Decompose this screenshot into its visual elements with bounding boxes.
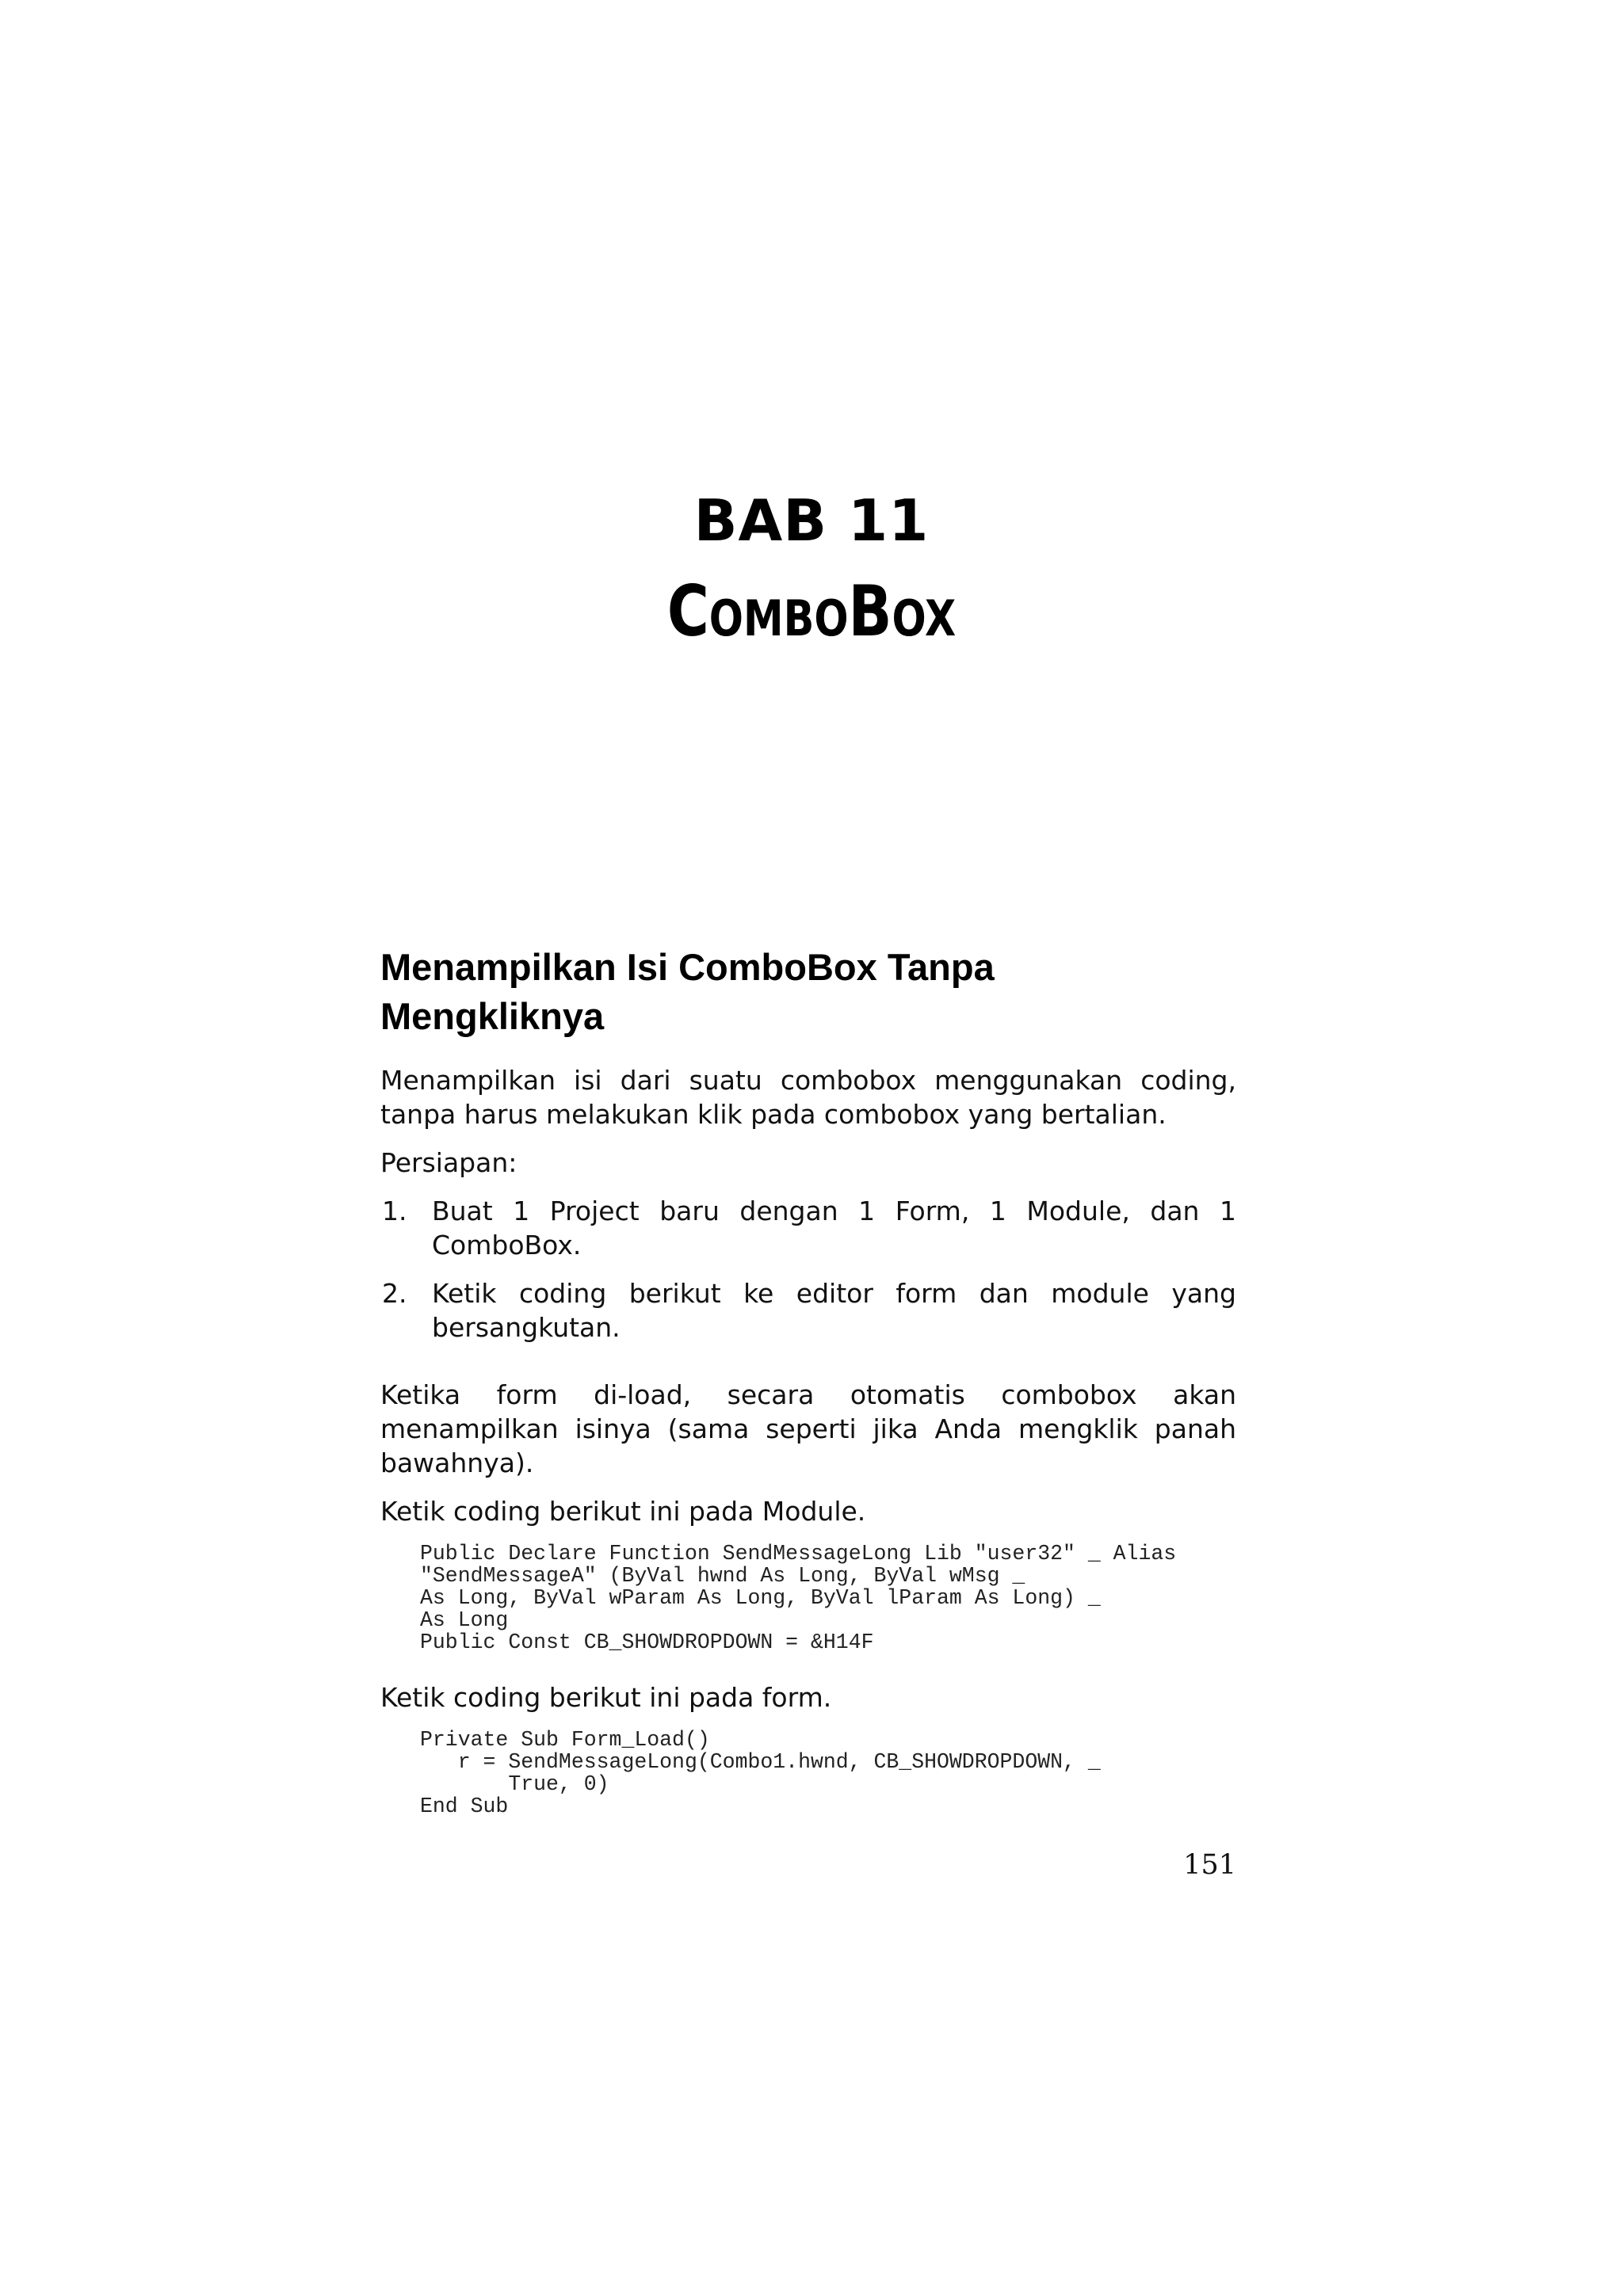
section-heading-line-1: Menampilkan Isi ComboBox Tanpa <box>380 946 995 988</box>
form-instruction: Ketik coding berikut ini pada form. <box>380 1682 832 1713</box>
preparation-label: Persiapan: <box>380 1147 517 1178</box>
module-code-block: Public Declare Function SendMessageLong Lib "user32" _ Alias "SendMessageA" (ByVal hwnd As Long, ByVal wMsg _ As Long, ByVal wParam As Long, ByVal lParam As Long) _ As Long Public Const CB_SHOWDROPDOWN = &H14F <box>420 1542 1177 1654</box>
section-content <box>380 943 1236 1844</box>
page-number: 151 <box>1183 1849 1236 1881</box>
list-item <box>380 1194 1236 1262</box>
list-item <box>380 1276 1236 1344</box>
list-item-text: Buat 1 Project baru dengan 1 Form, 1 Module, dan 1 ComboBox. <box>432 1196 1236 1261</box>
section-heading-line-2: Mengkliknya <box>380 995 605 1037</box>
module-instruction: Ketik coding berikut ini pada Module. <box>380 1496 866 1527</box>
list-item-number: 1. <box>382 1196 407 1226</box>
steps-list <box>380 1194 1236 1344</box>
chapter-number: BAB 11 <box>693 487 930 554</box>
spacer <box>380 1360 1236 1378</box>
intro-paragraph: Menampilkan isi dari suatu combobox menggunakan coding, tanpa harus melakukan klik pada combobox yang bertalian. <box>380 1065 1236 1130</box>
list-item-number: 2. <box>382 1278 407 1309</box>
chapter-title: ComboBox <box>666 570 957 652</box>
form-code-block: Private Sub Form_Load() r = SendMessageLong(Combo1.hwnd, CB_SHOWDROPDOWN, _ True, 0) End Sub <box>420 1728 1101 1818</box>
list-item-text: Ketik coding berikut ke editor form dan module yang bersangkutan. <box>432 1278 1236 1343</box>
section-heading <box>380 943 1236 1041</box>
description-paragraph: Ketika form di-load, secara otomatis combobox akan menampilkan isinya (sama seperti jika Anda mengklik panah bawahnya). <box>380 1379 1236 1478</box>
